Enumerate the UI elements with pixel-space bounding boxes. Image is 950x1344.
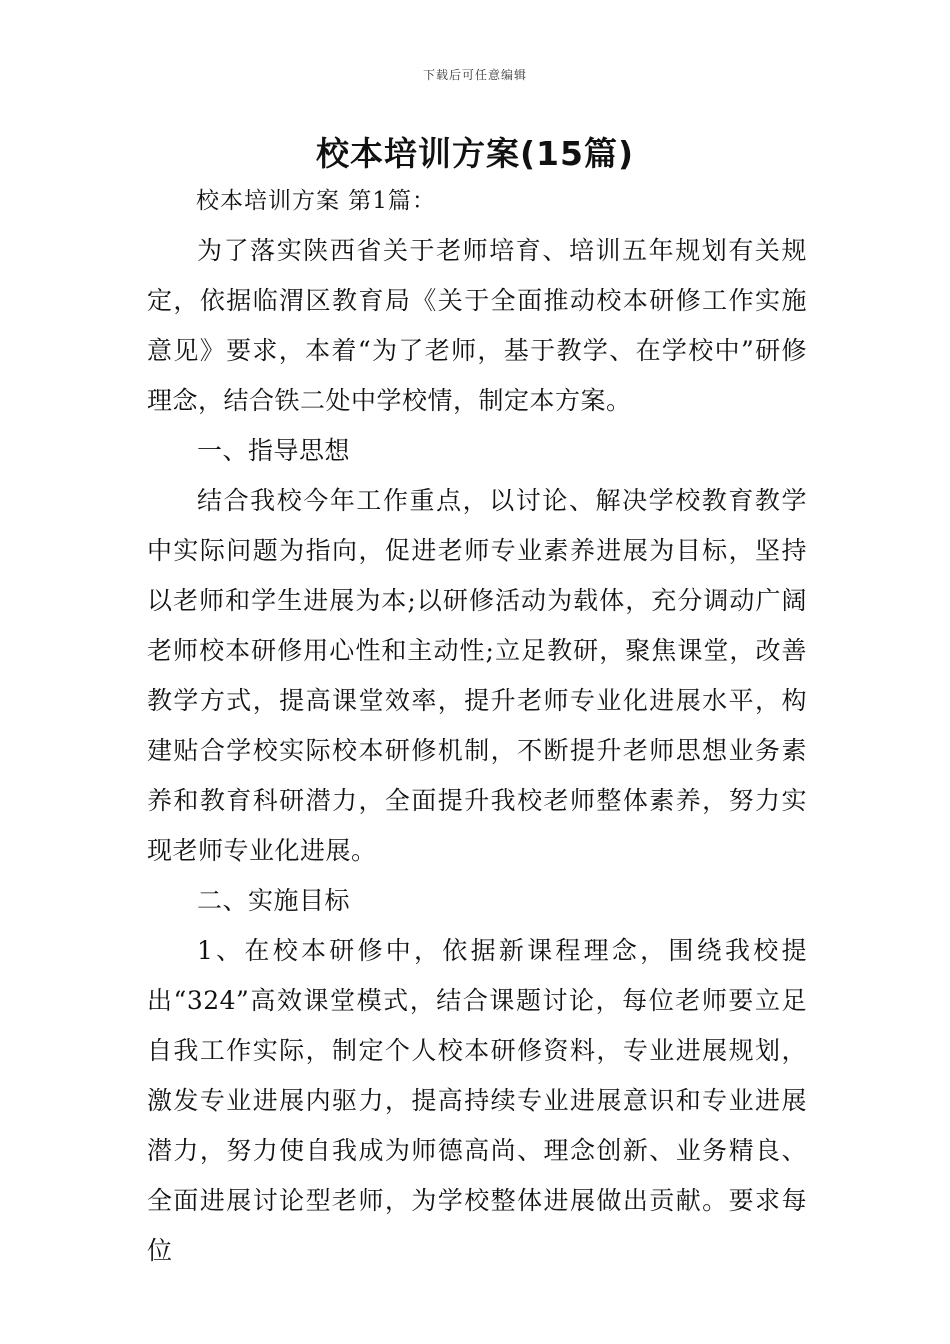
paragraph-guiding-thought: 结合我校今年工作重点，以讨论、解决学校教育教学中实际问题为指向，促进老师专业素养进展为目标，坚持以老师和学生进展为本;以研修活动为载体，充分调动广阔老师校本研修用心性和主动性;立足教研，聚焦课堂，改善教学方式，提高课堂效率，提升老师专业化进展水平，构建贴合学校实际校本研修机制，不断提升老师思想业务素养和教育科研潜力，全面提升我校老师整体素养，努力实现老师专业化进展。	[147, 486, 807, 865]
header-note: 下载后可任意编辑	[422, 68, 527, 82]
document-title: 校本培训方案(15篇)	[315, 134, 635, 173]
heading-implementation-goals: 二、实施目标	[197, 886, 351, 915]
document-body	[147, 226, 807, 1276]
section-label: 校本培训方案 第1篇：	[196, 188, 436, 214]
paragraph-goal-1: 1、在校本研修中，依据新课程理念，围绕我校提出“324”高效课堂模式，结合课题讨论，每位老师要立足自我工作实际，制定个人校本研修资料，专业进展规划，激发专业进展内驱力，提高持续专业进展意识和专业进展潜力，努力使自我成为师德高尚、理念创新、业务精良、全面进展讨论型老师，为学校整体进展做出贡献。要求每位	[147, 936, 807, 1265]
paragraph-intro: 为了落实陕西省关于老师培育、培训五年规划有关规定，依据临渭区教育局《关于全面推动校本研修工作实施意见》要求，本着“为了老师，基于教学、在学校中”研修理念，结合铁二处中学校情，制定本方案。	[147, 236, 807, 415]
heading-guiding-thought: 一、指导思想	[197, 436, 351, 465]
